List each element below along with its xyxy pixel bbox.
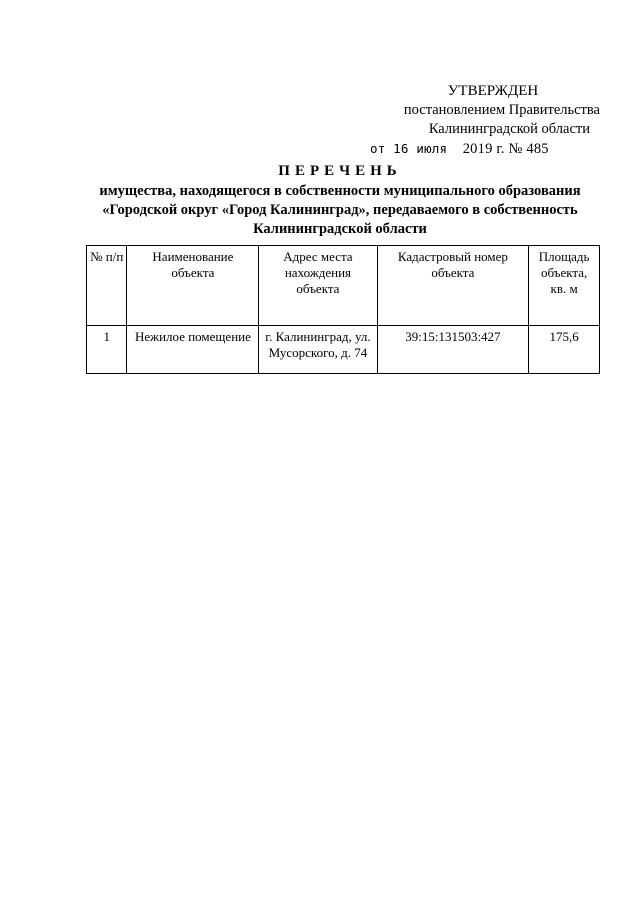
cell-address: г. Калининград, ул. Мусорского, д. 74	[259, 326, 377, 374]
approved-label: УТВЕРЖДЕН	[447, 83, 539, 99]
cell-number: 1	[87, 326, 127, 374]
document-title	[40, 162, 640, 239]
table-row	[87, 326, 600, 374]
title-line-3: Калининградской области	[253, 221, 427, 237]
title-line-1: имущества, находящегося в собственности муниципального образования	[99, 183, 581, 199]
cell-cadastral: 39:15:131503:427	[377, 326, 529, 374]
header-name: Наименование объекта	[127, 246, 259, 326]
header-cadastral: Кадастровый номер объекта	[377, 246, 529, 326]
date-year-number: 2019 г. № 485	[462, 141, 549, 157]
table-header-row	[87, 246, 600, 326]
header-address: Адрес места нахождения объекта	[259, 246, 377, 326]
property-table	[86, 245, 600, 374]
title-heading: ПЕРЕЧЕНЬ	[278, 163, 402, 179]
date-prefix: от 16 июля	[370, 141, 448, 156]
resolution-line: постановлением Правительства	[403, 102, 600, 118]
header-number: № п/п	[87, 246, 127, 326]
cell-area: 175,6	[529, 326, 600, 374]
cell-name: Нежилое помещение	[127, 326, 259, 374]
region-line: Калининградской области	[428, 121, 590, 137]
approval-stamp	[360, 82, 600, 159]
header-area: Площадь объекта, кв. м	[529, 246, 600, 326]
title-line-2: «Городской округ «Город Калининград», передаваемого в собственность	[102, 202, 578, 218]
resolution-date	[370, 139, 600, 159]
